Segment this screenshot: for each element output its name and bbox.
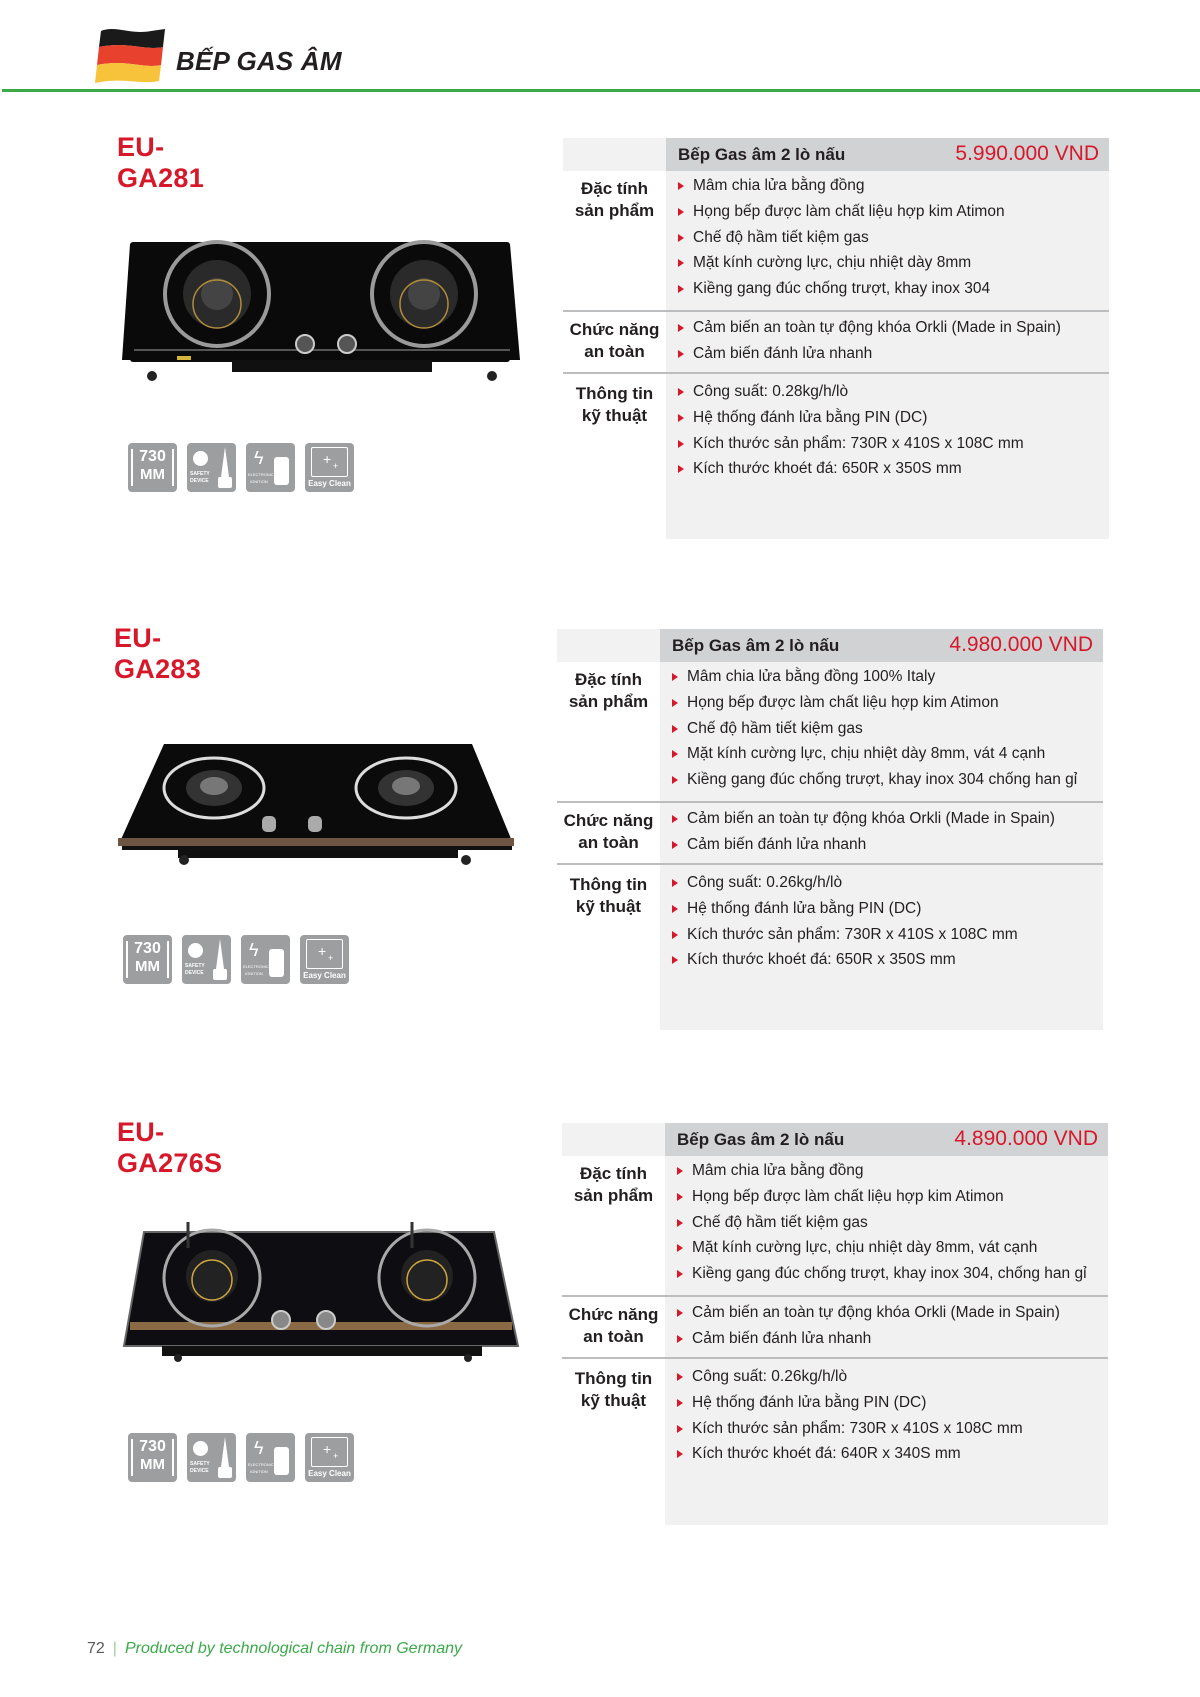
- group-label-features: Đặc tính sản phẩm: [573, 1164, 654, 1205]
- row-divider: [557, 801, 1103, 803]
- product-image-stove: [122, 1218, 522, 1364]
- technical-list: [678, 379, 1024, 482]
- easy-clean-icon: + + Easy Clean: [305, 443, 354, 492]
- row-divider: [562, 1357, 1108, 1359]
- product-image-stove: [118, 738, 518, 866]
- easy-clean-icon: + + Easy Clean: [305, 1433, 354, 1482]
- list-item: Cảm biến đánh lửa nhanh: [677, 1326, 1060, 1352]
- list-item: Công suất: 0.28kg/h/lò: [678, 379, 1024, 405]
- list-item: Mặt kính cường lực, chịu nhiệt dày 8mm, vát 4 cạnh: [672, 741, 1077, 767]
- electronic-ignition-icon: ϟ ELECTRONIC IGNITION: [246, 443, 295, 492]
- easy-clean-icon: + + Easy Clean: [300, 935, 349, 984]
- list-item: Chế độ hầm tiết kiệm gas: [672, 716, 1077, 742]
- list-item: Họng bếp được làm chất liệu hợp kim Atimon: [678, 199, 1005, 225]
- width-730mm-icon: 730 MM: [128, 1433, 177, 1482]
- technical-list: [677, 1364, 1023, 1467]
- spec-table: [557, 629, 1103, 1030]
- list-item: Cảm biến đánh lửa nhanh: [678, 341, 1061, 367]
- list-item: Kiềng gang đúc chống trượt, khay inox 304, chống han gỉ: [677, 1261, 1087, 1287]
- product-price: 4.890.000 VND: [954, 1127, 1098, 1150]
- group-label-safety: Chức năng an toàn: [563, 811, 654, 852]
- row-divider: [563, 372, 1109, 374]
- list-item: Mâm chia lửa bằng đồng 100% Italy: [672, 664, 1077, 690]
- list-item: Chế độ hầm tiết kiệm gas: [678, 225, 1005, 251]
- list-item: Họng bếp được làm chất liệu hợp kim Atimon: [677, 1184, 1087, 1210]
- group-label-features: Đặc tính sản phẩm: [574, 179, 655, 220]
- product-price: 5.990.000 VND: [955, 142, 1099, 165]
- header-divider: [2, 89, 1200, 92]
- product-name: Bếp Gas âm 2 lò nấu: [678, 145, 846, 164]
- safety-list: [677, 1300, 1060, 1352]
- list-item: Kích thước khoét đá: 650R x 350S mm: [678, 456, 1024, 482]
- safety-list: [678, 315, 1061, 367]
- group-label-safety: Chức năng an toàn: [568, 1305, 659, 1346]
- list-item: Công suất: 0.26kg/h/lò: [677, 1364, 1023, 1390]
- row-divider: [562, 1295, 1108, 1297]
- width-730mm-icon: 730 MM: [128, 443, 177, 492]
- group-label-technical: Thông tin kỹ thuật: [569, 875, 648, 916]
- group-label-technical: Thông tin kỹ thuật: [575, 384, 654, 425]
- list-item: Kích thước sản phẩm: 730R x 410S x 108C mm: [678, 431, 1024, 457]
- technical-list: [672, 870, 1018, 973]
- footer-separator: |: [112, 1640, 117, 1657]
- list-item: Họng bếp được làm chất liệu hợp kim Atimon: [672, 690, 1077, 716]
- product-price: 4.980.000 VND: [949, 633, 1093, 656]
- electronic-ignition-icon: ϟ ELECTRONIC IGNITION: [246, 1433, 295, 1482]
- list-item: Kiềng gang đúc chống trượt, khay inox 304: [678, 276, 1005, 302]
- feature-list: [677, 1158, 1087, 1287]
- list-item: Kích thước sản phẩm: 730R x 410S x 108C mm: [672, 922, 1018, 948]
- product-name: Bếp Gas âm 2 lò nấu: [672, 636, 840, 655]
- product-image-stove: [122, 240, 522, 382]
- width-730mm-icon: 730 MM: [123, 935, 172, 984]
- list-item: Cảm biến an toàn tự động khóa Orkli (Made in Spain): [678, 315, 1061, 341]
- feature-icons: [128, 443, 354, 492]
- list-item: Hệ thống đánh lửa bằng PIN (DC): [677, 1390, 1023, 1416]
- feature-icons: [123, 935, 349, 984]
- page-title: BẾP GAS ÂM: [176, 46, 342, 76]
- footer-tagline: Produced by technological chain from Germany: [124, 1640, 463, 1657]
- list-item: Cảm biến an toàn tự động khóa Orkli (Made in Spain): [672, 806, 1055, 832]
- safety-device-icon: SAFETY DEVICE: [187, 443, 236, 492]
- list-item: Công suất: 0.26kg/h/lò: [672, 870, 1018, 896]
- row-divider: [557, 863, 1103, 865]
- page-footer: [87, 1640, 462, 1658]
- spec-table: [562, 1123, 1108, 1525]
- feature-icons: [128, 1433, 354, 1482]
- list-item: Kích thước khoét đá: 640R x 340S mm: [677, 1441, 1023, 1467]
- list-item: Kiềng gang đúc chống trượt, khay inox 304 chống han gỉ: [672, 767, 1077, 793]
- list-item: Kích thước khoét đá: 650R x 350S mm: [672, 947, 1018, 973]
- list-item: Cảm biến an toàn tự động khóa Orkli (Made in Spain): [677, 1300, 1060, 1326]
- list-item: Kích thước sản phẩm: 730R x 410S x 108C mm: [677, 1416, 1023, 1442]
- list-item: Hệ thống đánh lửa bằng PIN (DC): [672, 896, 1018, 922]
- row-divider: [563, 310, 1109, 312]
- list-item: Mặt kính cường lực, chịu nhiệt dày 8mm: [678, 250, 1005, 276]
- group-label-technical: Thông tin kỹ thuật: [574, 1369, 653, 1410]
- list-item: Mâm chia lửa bằng đồng: [678, 173, 1005, 199]
- list-item: Cảm biến đánh lửa nhanh: [672, 832, 1055, 858]
- safety-device-icon: SAFETY DEVICE: [187, 1433, 236, 1482]
- feature-list: [678, 173, 1005, 302]
- model-title: EU-GA281: [117, 132, 205, 193]
- product-name: Bếp Gas âm 2 lò nấu: [677, 1130, 845, 1149]
- list-item: Mâm chia lửa bằng đồng: [677, 1158, 1087, 1184]
- spec-table: [563, 138, 1109, 539]
- germany-flag-icon: [95, 25, 167, 85]
- electronic-ignition-icon: ϟ ELECTRONIC IGNITION: [241, 935, 290, 984]
- list-item: Mặt kính cường lực, chịu nhiệt dày 8mm, vát cạnh: [677, 1235, 1087, 1261]
- list-item: Hệ thống đánh lửa bằng PIN (DC): [678, 405, 1024, 431]
- model-title: EU-GA283: [114, 623, 202, 684]
- safety-list: [672, 806, 1055, 858]
- model-title: EU-GA276S: [117, 1117, 223, 1178]
- list-item: Chế độ hầm tiết kiệm gas: [677, 1210, 1087, 1236]
- safety-device-icon: SAFETY DEVICE: [182, 935, 231, 984]
- feature-list: [672, 664, 1077, 793]
- group-label-features: Đặc tính sản phẩm: [568, 670, 649, 711]
- group-label-safety: Chức năng an toàn: [569, 320, 660, 361]
- page-number: 72: [87, 1640, 105, 1657]
